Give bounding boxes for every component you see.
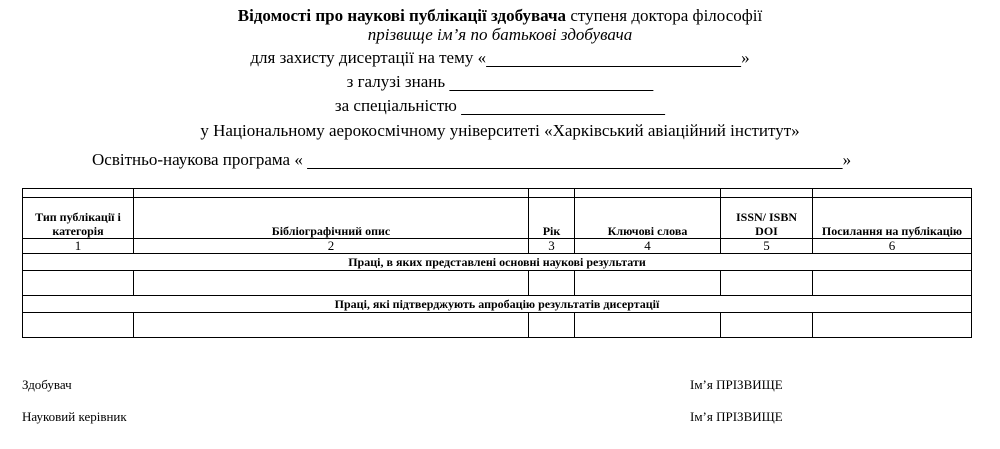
knowledge-field-label: з галузі знань — [346, 72, 450, 91]
table-cell — [23, 189, 134, 198]
university-line — [0, 121, 1000, 141]
document-title — [0, 6, 1000, 26]
col-header-bibliography: Бібліографічний опис — [134, 198, 529, 239]
dissertation-topic-line — [0, 48, 1000, 68]
empty-cell[interactable] — [529, 313, 575, 338]
empty-cell[interactable] — [575, 271, 721, 296]
empty-cell[interactable] — [134, 271, 529, 296]
col-header-keywords: Ключові слова — [575, 198, 721, 239]
table-header-row — [23, 198, 972, 239]
empty-cell[interactable] — [23, 313, 134, 338]
col-header-link: Посилання на публікацію — [813, 198, 972, 239]
applicant-name-hint — [0, 25, 1000, 45]
program-line — [92, 150, 851, 170]
table-row — [23, 313, 972, 338]
section-row-approbation — [23, 296, 972, 313]
empty-cell[interactable] — [23, 271, 134, 296]
empty-cell[interactable] — [721, 271, 813, 296]
col-header-issn: ISSN/ ISBN DOI — [721, 198, 813, 239]
table-cell — [575, 189, 721, 198]
empty-cell[interactable] — [813, 271, 972, 296]
section-title-approbation: Праці, які підтверджують апробацію результатів дисертації — [23, 296, 972, 313]
specialty-label: за спеціальністю — [334, 96, 462, 115]
table-top-spacer — [23, 189, 972, 198]
section-row-main-results — [23, 254, 972, 271]
knowledge-field-line — [0, 72, 1000, 92]
table-row — [23, 271, 972, 296]
title-bold: Відомості про наукові публікації здобувача — [237, 6, 567, 25]
col-header-year: Рік — [529, 198, 575, 239]
program-input[interactable] — [307, 150, 843, 169]
section-title-main-results: Праці, в яких представлені основні наукові результати — [23, 254, 972, 271]
empty-cell[interactable] — [575, 313, 721, 338]
publications-table — [22, 188, 972, 338]
empty-cell[interactable] — [529, 271, 575, 296]
university-text: у Національному аерокосмічному університеті «Харківський авіаційний інститут» — [200, 121, 800, 140]
specialty-input[interactable] — [461, 96, 665, 115]
table-cell — [721, 189, 813, 198]
applicant-name-hint-text: прізвище ім’я по батькові здобувача — [367, 25, 633, 44]
table-cell — [813, 189, 972, 198]
column-number: 1 — [23, 239, 134, 254]
topic-field[interactable] — [486, 48, 741, 67]
title-rest: ступеня доктора філософії — [566, 6, 763, 25]
empty-cell[interactable] — [134, 313, 529, 338]
supervisor-label: Науковий керівник — [22, 409, 127, 424]
topic-label: для захисту дисертації на тему « — [250, 48, 487, 67]
column-number: 5 — [721, 239, 813, 254]
col-header-type: Тип публікації і категорія — [23, 198, 134, 239]
program-label: Освітньо-наукова програма « — [92, 150, 308, 169]
column-numbers-row — [23, 239, 972, 254]
applicant-label: Здобувач — [22, 377, 72, 392]
table-cell — [529, 189, 575, 198]
topic-close-quote: » — [741, 48, 750, 67]
column-number: 6 — [813, 239, 972, 254]
table-cell — [134, 189, 529, 198]
knowledge-field-input[interactable] — [449, 72, 653, 91]
empty-cell[interactable] — [813, 313, 972, 338]
empty-cell[interactable] — [721, 313, 813, 338]
program-close-quote: » — [842, 150, 852, 169]
applicant-signature-name: Ім’я ПРІЗВИЩЕ — [690, 377, 783, 392]
column-number: 2 — [134, 239, 529, 254]
supervisor-signature-name: Ім’я ПРІЗВИЩЕ — [690, 409, 783, 424]
column-number: 4 — [575, 239, 721, 254]
specialty-line — [0, 96, 1000, 116]
column-number: 3 — [529, 239, 575, 254]
